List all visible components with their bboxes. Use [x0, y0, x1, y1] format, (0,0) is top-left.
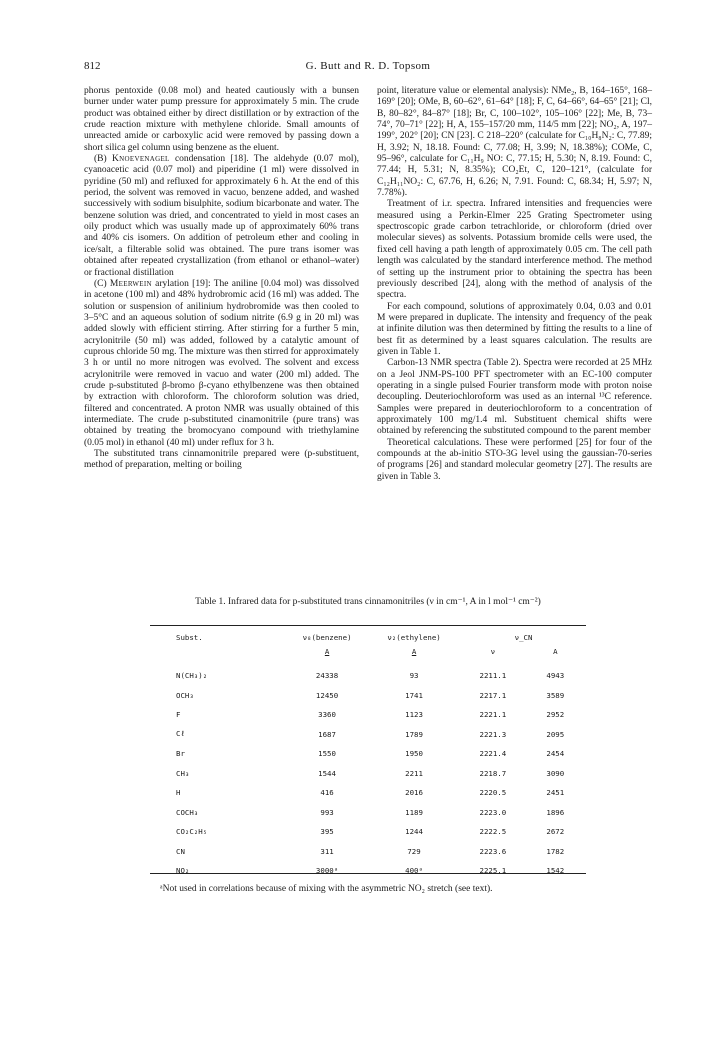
cell-subst: F [176, 710, 181, 720]
page-number: 812 [84, 60, 101, 72]
cell-v8: 3360 [318, 710, 336, 720]
cell-subst: Br [176, 749, 185, 759]
cell-subst: CO₂C₂H₅ [176, 827, 208, 837]
reaction-name: Knoevenagel [112, 154, 170, 165]
running-head: G. Butt and R. D. Topsom [305, 60, 431, 72]
cell-v2: 2211 [405, 768, 423, 778]
subheader-nu: ν [490, 646, 496, 656]
cell-subst: CN [176, 846, 185, 856]
cell-v8: 395 [320, 827, 334, 837]
subheader-v2-a: A [411, 646, 417, 656]
left-column-paragraph: phorus pentoxide (0.08 mol) and heated cautiously with a bunsen burner under water pump pressure for approximately 5 min. The crude product was obtained either by direct distillation or by extraction of the crude reaction mixture with methylene chloride. Small amounts of unreacted amide or carboxylic acid were removed by passing down a short silica gel column using benzene as the eluent. [84, 86, 359, 153]
cell-v8: 993 [320, 807, 334, 817]
cell-a: 2095 [546, 729, 565, 739]
right-column-paragraph: For each compound, solutions of approximately 0.04, 0.03 and 0.01 M were prepared in duplicate. The intensity and frequency of the peak at infinite dilution was then determined by fitting the results to a line of best fit as determined by a least squares calculation. The results are given in Table 1. [377, 301, 652, 357]
table-row [150, 803, 586, 823]
header-v2: ν₂(ethylene) [387, 632, 441, 642]
cell-v8: 24338 [315, 671, 339, 681]
subheader-v8-a: A [324, 646, 330, 656]
table-row [150, 658, 586, 686]
page-header [84, 60, 652, 74]
cell-v8: 12450 [315, 690, 339, 700]
cell-v8: 416 [320, 788, 334, 798]
reaction-name: Meerwein [109, 278, 152, 289]
table-row [150, 861, 586, 881]
cell-nu: 2218.7 [479, 768, 507, 778]
cell-a: 2454 [546, 749, 565, 759]
cell-nu: 2221.1 [479, 710, 507, 720]
cell-nu: 2220.5 [479, 788, 507, 798]
cell-subst: NO₂ [176, 866, 190, 876]
right-column-paragraph: Carbon-13 NMR spectra (Table 2). Spectra were recorded at 25 MHz on a Jeol JNM-PS-100 PFT spectrometer with an EC-100 computer operating in a single pulsed Fourier transform mode with proton noise decoupling. Deuteriochloroform was used as an internal ¹³C reference. Samples were prepared in deuteriochloroform to a concentration of approximately 100 mg/1.4 ml. Substituent chemical shifts were obtained by referencing the substituted compound to the parent member [377, 358, 652, 437]
cell-v2: 1741 [405, 690, 423, 700]
right-column-paragraph: point, literature value or elemental analysis): NMe₂, B, 164–165°, 168–169° [20]; OMe, B, 60–62°, 61–64° [18]; F, C, 64–66°, 64–65° [21]; Cl, B, 80–82°, 84–87° [18]; Br, C, 100–102°, 105–106° [22]; Me, B, 73–74°, 70–71° [22]; H, A, 155–157/20 mm, 114/5 mm [22]; NO₂, A, 197–199°, 202° [20]; CN [23]. C 218–220° (calculate for C₁₀H₈N₂: C, 77.89; H, 3.92; N, 18.18. Found: C, 77.08; H, 3.99; N, 18.38%); COMe, C, 95–96°, calculate for C₁₁H₉ NO: C, 77.15; H, 5.30; N, 8.19. Found: C, 77.44; H, 5.31; N, 8.35%); CO₂Et, C, 120–121°, (calculate for C₁₂H₁₁NO₂: C, 67.76, H, 6.26; N, 7.91. Found: C, 68.34; H, 5.97; N, 7.78%). [377, 86, 652, 199]
cell-subst: N(CH₃)₂ [176, 671, 208, 681]
cell-subst: OCH₃ [176, 690, 194, 700]
cell-a: 1542 [546, 866, 565, 876]
table-row [150, 822, 586, 842]
cell-v8: 311 [320, 846, 334, 856]
cell-subst: CH₃ [176, 768, 190, 778]
left-column-paragraph: (C) Meerwein arylation [19]: The aniline [0.04 mol) was dissolved in acetone (100 ml) and 48% hydrobromic acid (16 ml) was added. The solution or suspension of anilinium hydrobromide was then cooled to 3–5°C and an aqueous solution of sodium nitrite (6.9 g in 20 ml) was added slowly with efficient stirring. After stirring for a further 5 min, acrylonitrile (50 ml) was added, followed by a catalytic amount of cuprous chloride 50 mg. The mixture was then stirred for approximately 3 h or until no more nitrogen was evolved. The solvent and excess acrylonitrile were removed in vacuo and water (200 ml) added. The crude p-substituted β-bromo β-cyano ethylbenzene was then obtained by extraction with chloroform. The chloroform solution was dried, filtered and concentrated. A proton NMR was usually obtained of this intermediate. The crude p-substituted cinamonitrile (pure trans) was obtained by treating the bromocyano compound with triethylamine (0.05 mol) in ethanol (40 ml) under reflux for 3 h. [84, 278, 359, 448]
cell-nu: 2225.1 [479, 866, 507, 876]
left-column [84, 86, 359, 472]
cell-nu: 2221.3 [479, 729, 507, 739]
infrared-table [150, 625, 586, 874]
cell-v2: 1950 [405, 749, 423, 759]
table-body [150, 658, 586, 881]
cell-nu: 2222.5 [479, 827, 507, 837]
table-row [150, 783, 586, 803]
table-row [150, 744, 586, 764]
cell-v2: 400ᵃ [405, 866, 423, 876]
cell-v2: 1789 [405, 729, 423, 739]
cell-a: 1896 [546, 807, 565, 817]
cell-subst: Cℓ [176, 729, 185, 739]
cell-v2: 1244 [405, 827, 423, 837]
header-vcn: ν_CN [514, 632, 533, 642]
subheader-a: A [553, 646, 558, 656]
cell-a: 2451 [546, 788, 565, 798]
cell-v2: 729 [407, 846, 421, 856]
table-footnote: ᵃNot used in correlations because of mixing with the asymmetric NO₂ stretch (see text). [160, 884, 493, 894]
table-caption: Table 1. Infrared data for p-substituted trans cinnamonitriles (ν in cm⁻¹, A in l mol⁻¹ cm⁻²) [195, 597, 541, 607]
table-row [150, 705, 586, 725]
cell-a: 2952 [546, 710, 565, 720]
cell-a: 1782 [546, 846, 565, 856]
left-column-paragraph: The substituted trans cinnamonitrile prepared were (p-substituent, method of preparation, melting or boiling [84, 449, 359, 471]
table-row [150, 842, 586, 862]
cell-v8: 3000ᵃ [315, 866, 339, 876]
cell-a: 3090 [546, 768, 565, 778]
cell-nu: 2223.0 [479, 807, 507, 817]
cell-nu: 2217.1 [479, 690, 507, 700]
table-row [150, 725, 586, 745]
cell-v2: 1189 [405, 807, 423, 817]
cell-a: 2672 [546, 827, 565, 837]
right-column-paragraph: Treatment of i.r. spectra. Infrared intensities and frequencies were measured using a Perkin-Elmer 225 Grating Spectrometer using spectroscopic grade carbon tetrachloride, or chloroform (dried over molecular sieves) as solvents. Potassium bromide cells were used, the fixed cell having a path length of approximately 0.05 cm. The cell path length was calculated by the standard interference method. The method of setting up the instrument prior to obtaining the spectra has been previously described [24], along with the method of analysis of the spectra. [377, 199, 652, 301]
cell-subst: H [176, 788, 181, 798]
right-column-paragraph: Theoretical calculations. These were performed [25] for four of the compounds at the ab-initio STO-3G level using the gaussian-70-series of programs [26] and standard molecular geometry [27]. The results are given in Table 3. [377, 437, 652, 482]
header-subst: Subst. [176, 632, 203, 642]
cell-v2: 2016 [405, 788, 423, 798]
cell-v2: 93 [409, 671, 419, 681]
left-column-paragraph: (B) Knoevenagel condensation [18]. The aldehyde (0.07 mol), cyanoacetic acid (0.07 mol) and piperidine (1 ml) were dissolved in pyridine (50 ml) and refluxed for approximately 6 h. At the end of this period, the solvent was removed in vacuo, benzene added, and washed successively with sodium bisulphite, sodium bicarbonate and water. The benzene solution was dried, and concentrated to yield in most cases an oily product which was usually made up of approximately 60% trans and 40% cis isomers. On addition of petroleum ether and cooling in ice/salt, a filterable solid was obtained. The pure trans isomer was obtained after repeated crystallization (from ethanol or ethanol–water) or fractional distillation [84, 154, 359, 278]
cell-v8: 1687 [318, 729, 336, 739]
table-row [150, 764, 586, 784]
table-row [150, 686, 586, 706]
header-v8: ν₈(benzene) [302, 632, 352, 642]
cell-v8: 1550 [318, 749, 336, 759]
cell-nu: 2223.6 [479, 846, 507, 856]
cell-a: 3589 [546, 690, 565, 700]
right-column [377, 86, 652, 483]
cell-nu: 2221.4 [479, 749, 507, 759]
cell-subst: COCH₃ [176, 807, 199, 817]
cell-a: 4943 [546, 671, 565, 681]
cell-v8: 1544 [318, 768, 336, 778]
cell-v2: 1123 [405, 710, 423, 720]
cell-nu: 2211.1 [479, 671, 507, 681]
